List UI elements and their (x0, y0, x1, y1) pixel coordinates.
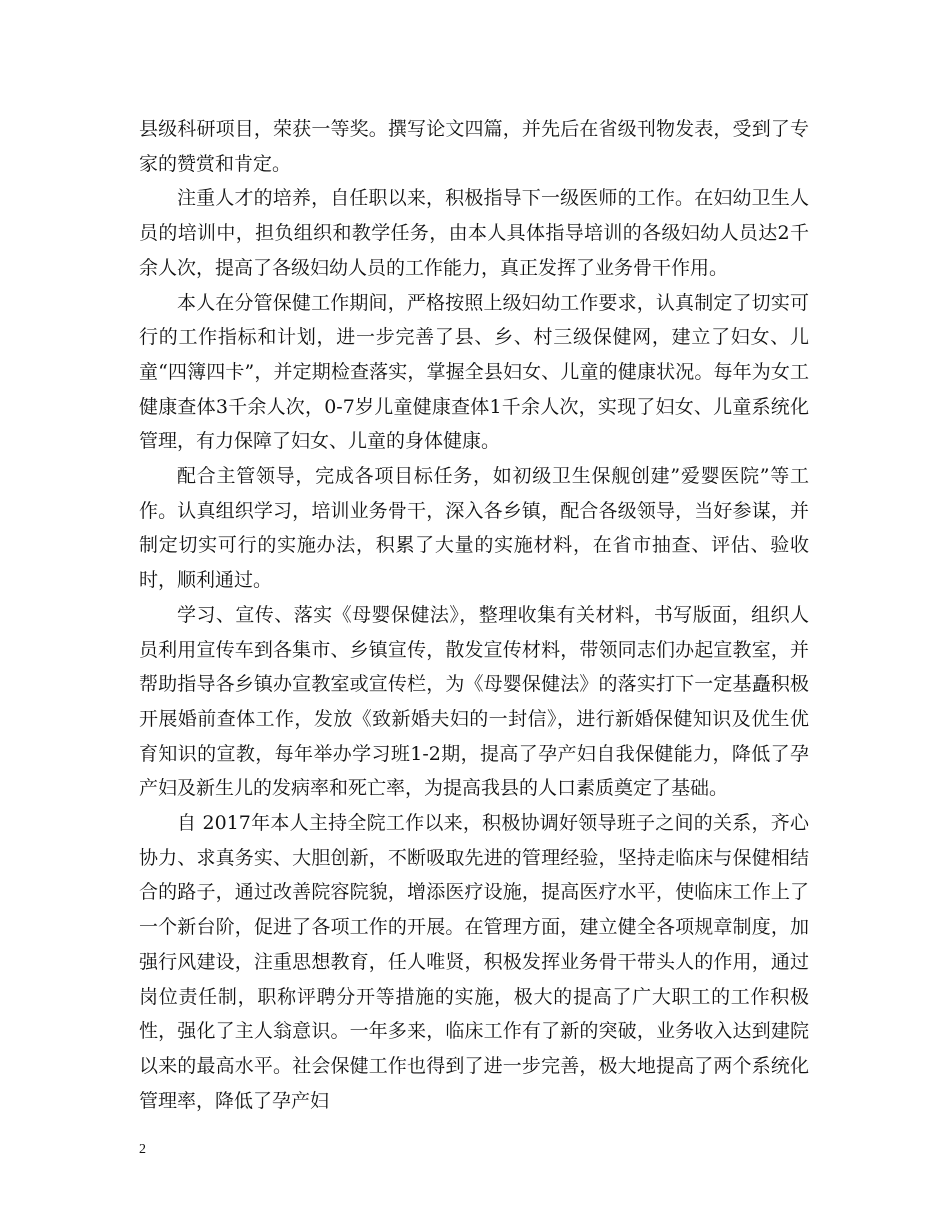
paragraph-hospital-leadership: 自 2017年本人主持全院工作以来，积极协调好领导班子之间的关系，齐心协力、求真务实、大胆创新，不断吸取先进的管理经验，坚持走临床与保健相结合的路子，通过改善院容院貌，增添医疗设施，提高医疗水平，使临床工作上了一个新台阶，促进了各项工作的开展。在管理方面，建立健全各项规章制度，加强行风建设，注重思想教育，任人唯贤，积极发挥业务骨干带头人的作用，通过岗位责任制，职称评聘分开等措施的实施，极大的提高了广大职工的工作积极性，强化了主人翁意识。一年多来，临床工作有了新的突破，业务收入达到建院以来的最高水平。社会保健工作也得到了进一步完善，极大地提高了两个系统化管理率，降低了孕产妇 (139, 812, 809, 1112)
paragraph-maternal-law-promotion: 学习、宣传、落实《母婴保健法》，整理收集有关材料，书写版面，组织人员利用宣传车到各集市、乡镇宣传，散发宣传材料，带领同志们办起宣教室，并帮助指导各乡镇办宣教室或宣传栏，为《母婴保健法》的落实打下一定基矗积极开展婚前查体工作，发放《致新婚夫妇的一封信》，进行新婚保健知识及优生优育知识的宣教，每年举办学习班1-2期，提高了孕产妇自我保健能力，降低了孕产妇及新生儿的发病率和死亡率，为提高我县的人口素质奠定了基础。 (139, 603, 809, 800)
paragraph-talent-training: 注重人才的培养，自任职以来，积极指导下一级医师的工作。在妇幼卫生人员的培训中，担负组织和教学任务，由本人具体指导培训的各级妇幼人员达2千余人次，提高了各级妇幼人员的工作能力，真正发挥了业务骨干作用。 (139, 187, 809, 279)
paragraph-target-tasks: 配合主管领导，完成各项目标任务，如初级卫生保舰创建”爱婴医院”等工作。认真组织学习，培训业务骨干，深入各乡镇，配合各级领导，当好参谋，并制定切实可行的实施办法，积累了大量的实施材料，在省市抽查、评估、验收时，顺利通过。 (139, 465, 809, 592)
paragraph-continuation: 县级科研项目，荣获一等奖。撰写论文四篇，并先后在省级刊物发表，受到了专家的赞赏和肯定。 (139, 118, 809, 175)
paragraph-health-care-management: 本人在分管保健工作期间，严格按照上级妇幼工作要求，认真制定了切实可行的工作指标和计划，进一步完善了县、乡、村三级保健网，建立了妇女、儿童“四簿四卡”，并定期检查落实，掌握全县妇女、儿童的健康状况。每年为女工健康查体3千余人次，0-7岁儿童健康查体1千余人次，实现了妇女、儿童系统化管理，有力保障了妇女、儿童的身体健康。 (139, 291, 809, 453)
document-body (139, 112, 809, 1118)
page-number: 2 (139, 1142, 146, 1157)
